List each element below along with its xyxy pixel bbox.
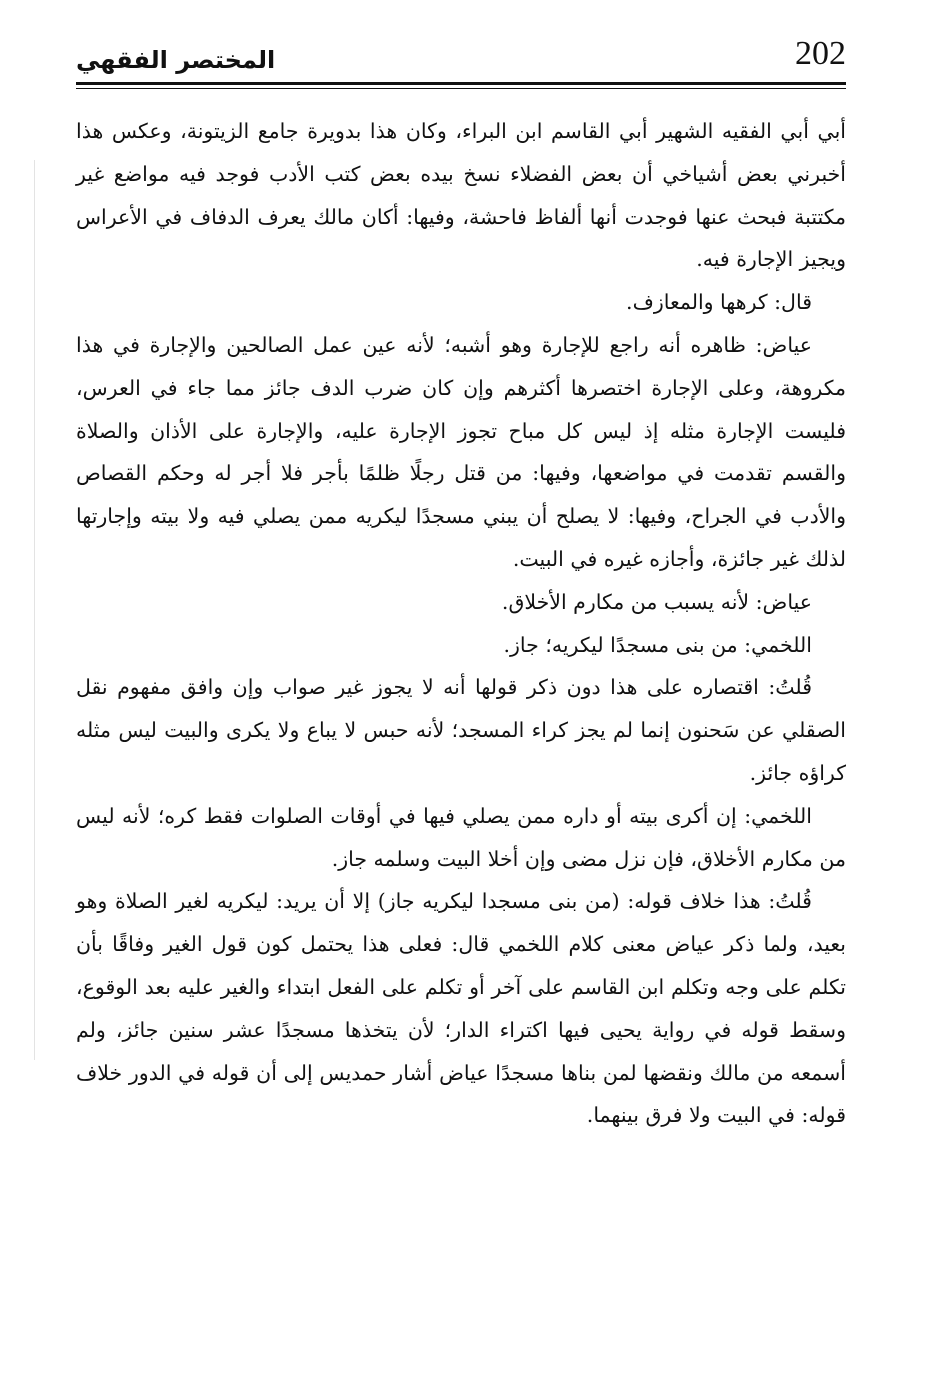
paragraph-3: عياض: ظاهره أنه راجع للإجارة وهو أشبه؛ لأنه عين عمل الصالحين والإجارة في هذا مكروهة، وعلى الإجارة اختصرها أكثرهم وإن كان ضرب الدف جائز مما جاء في العرس، فليست الإجارة مثله إذ ليس كل مباح تجوز الإجارة عليه، والإجارة على الأذان والصلاة والقسم تقدمت في مواضعها، وفيها: من قتل رجلًا ظلمًا بأجر فلا أجر له وحكم القصاص والأدب في الجراح، وفيها: لا يصلح أن يبني مسجدًا ليكريه ممن يصلي فيه ولا بيته وإجارتها لذلك غير جائزة، وأجازه غيره في البيت. (76, 332, 846, 571)
page-number: 202 (795, 35, 846, 72)
body-text (76, 110, 846, 1137)
paragraph-6: قُلتُ: اقتصاره على هذا دون ذكر قولها أنه لا يجوز غير صواب وإن وافق مفهوم نقل الصقلي عن سَحنون إنما لم يجز كراء المسجد؛ لأنه حبس لا يباع ولا يكرى والبيت ليس مثله كراؤه جائز. (76, 675, 846, 785)
scan-margin-line (34, 160, 35, 1060)
paragraph-1: أبي أبي الفقيه الشهير أبي القاسم ابن البراء، وكان هذا بدويرة جامع الزيتونة، وعكس هذا أخبرني بعض أشياخي أن بعض الفضلاء نسخ بيده بعض كتب الأدب فوجد فيه مواضع غير مكتتبة فبحث عنها فوجدت أنها ألفاظ فاحشة، وفيها: أكان مالك يعرف الدفاف في الأعراس ويجيز الإجارة فيه. (76, 119, 846, 272)
book-title: المختصر الفقهي (76, 46, 276, 74)
paragraph-5: اللخمي: من بنى مسجدًا ليكريه؛ جاز. (503, 632, 812, 657)
paragraph-7: اللخمي: إن أكرى بيته أو داره ممن يصلي فيها في أوقات الصلوات فقط كره؛ لأنه ليس من مكارم الأخلاق، فإن نزل مضى وإن أخلا البيت وسلمه جاز. (76, 803, 846, 871)
header-rule-thick (76, 82, 846, 85)
page-header (76, 32, 846, 92)
paragraph-4: عياض: لأنه يسبب من مكارم الأخلاق. (501, 589, 812, 614)
paragraph-2: قال: كرهها والمعازف. (626, 290, 812, 315)
header-rule-thin (76, 88, 846, 89)
paragraph-8: قُلتُ: هذا خلاف قوله: (من بنى مسجدا ليكريه جاز) إلا أن يريد: ليكريه لغير الصلاة وهو بعيد، ولما ذكر عياض معنى كلام اللخمي قال: فعلى هذا يحتمل كون قول الغير وفاقًا بأن تكلم على وجه وتكلم ابن القاسم على آخر أو تكلم على الفعل ابتداء والغير عليه بعد الوقوع، وسقط قوله في رواية يحيى فيها اكتراء الدار؛ لأن يتخذها مسجدًا عشر سنين جائز، ولم أسمعه من مالك ونقضها لمن بناها مسجدًا عياض أشار حمديس إلى أن قوله في الدور خلاف قوله: في البيت ولا فرق بينهما. (76, 889, 846, 1128)
